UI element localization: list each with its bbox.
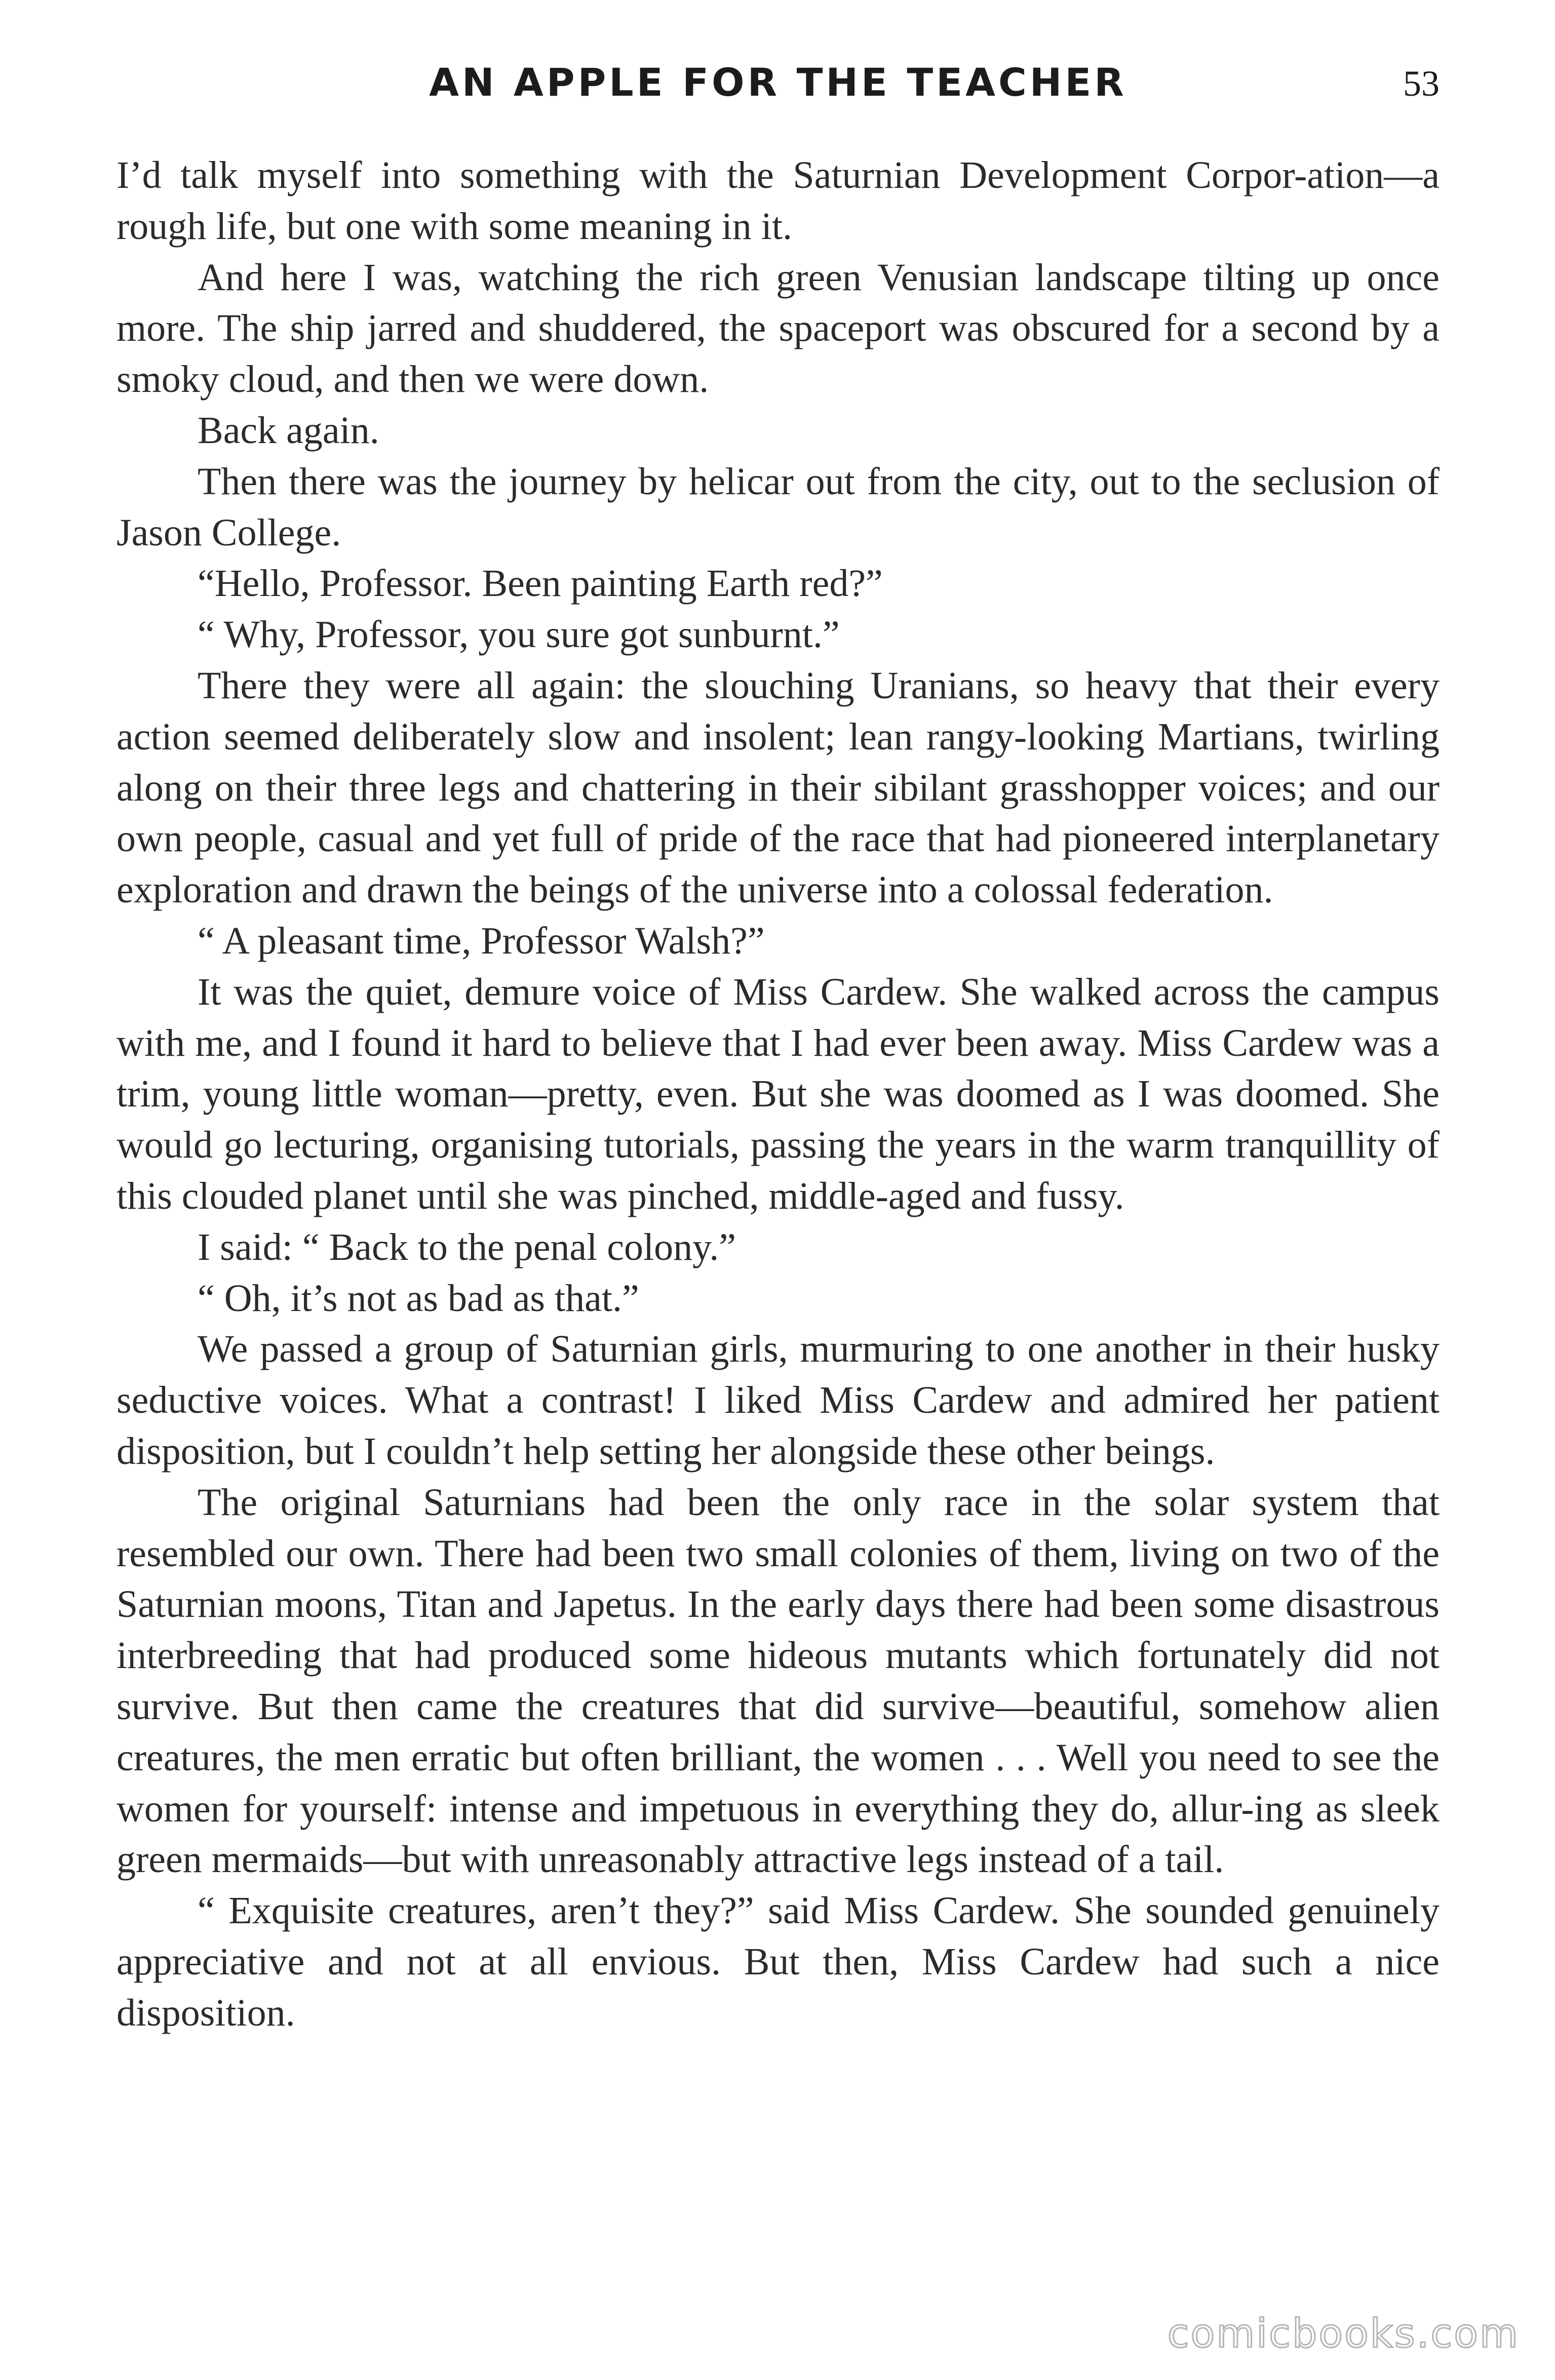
paragraph: We passed a group of Saturnian girls, murmuring to one another in their husky seductive voices. What a contrast! I liked Miss Cardew and admired her patient disposition, but I couldn’t help setting her alongside these other beings. — [116, 1328, 1440, 1473]
body-text — [116, 150, 1440, 2038]
page-header — [116, 60, 1440, 115]
paragraph: “ Why, Professor, you sure got sunburnt.” — [198, 613, 840, 656]
paragraph: I said: “ Back to the penal colony.” — [198, 1225, 736, 1268]
paragraph: Back again. — [198, 409, 379, 452]
paragraph: It was the quiet, demure voice of Miss Cardew. She walked across the campus with me, and I found it hard to believe that I had ever been away. Miss Cardew was a trim, young little woman—pretty, even. But she was doomed as I was doomed. She would go lecturing, organising tutorials, passing the years in the warm tranquillity of this clouded planet until she was pinched, middle-aged and fussy. — [116, 970, 1440, 1217]
paragraph: “ A pleasant time, Professor Walsh?” — [198, 919, 765, 962]
paragraph: I’d talk myself into something with the Saturnian Development Corpor-ation—a rough life, but one with some meaning in it. — [116, 154, 1440, 248]
paragraph: The original Saturnians had been the only race in the solar system that resembled our own. There had been two small colonies of them, living on two of the Saturnian moons, Titan and Japetus. In the early days there had been some disastrous interbreeding that had produced some hideous mutants which fortunately did not survive. But then came the creatures that did survive—beautiful, somehow alien creatures, the men erratic but often brilliant, the women . . . Well you need to see the women for yourself: intense and impetuous in everything they do, allur-ing as sleek green mermaids—but with unreasonably attractive legs instead of a tail. — [116, 1481, 1440, 1881]
paragraph: “ Exquisite creatures, aren’t they?” said Miss Cardew. She sounded genuinely appreciative and not at all envious. But then, Miss Cardew had such a nice disposition. — [116, 1889, 1440, 2034]
paragraph: There they were all again: the slouching Uranians, so heavy that their every action seemed deliberately slow and insolent; lean rangy-looking Martians, twirling along on their three legs and chattering in their sibilant grasshopper voices; and our own people, casual and yet full of pride of the race that had pioneered interplanetary exploration and drawn the beings of the universe into a colossal federation. — [116, 664, 1440, 911]
site-watermark: comicbooks.com — [1167, 2311, 1520, 2357]
paragraph: “Hello, Professor. Been painting Earth red?” — [198, 562, 883, 605]
paragraph: Then there was the journey by helicar out from the city, out to the seclusion of Jason College. — [116, 460, 1440, 554]
paragraph: “ Oh, it’s not as bad as that.” — [198, 1277, 639, 1320]
page-number: 53 — [1403, 63, 1440, 104]
paragraph: And here I was, watching the rich green Venusian landscape tilting up once more. The ship jarred and shuddered, the spaceport was obscured for a second by a smoky cloud, and then we were down. — [116, 256, 1440, 401]
running-title: AN APPLE FOR THE TEACHER — [429, 60, 1127, 105]
